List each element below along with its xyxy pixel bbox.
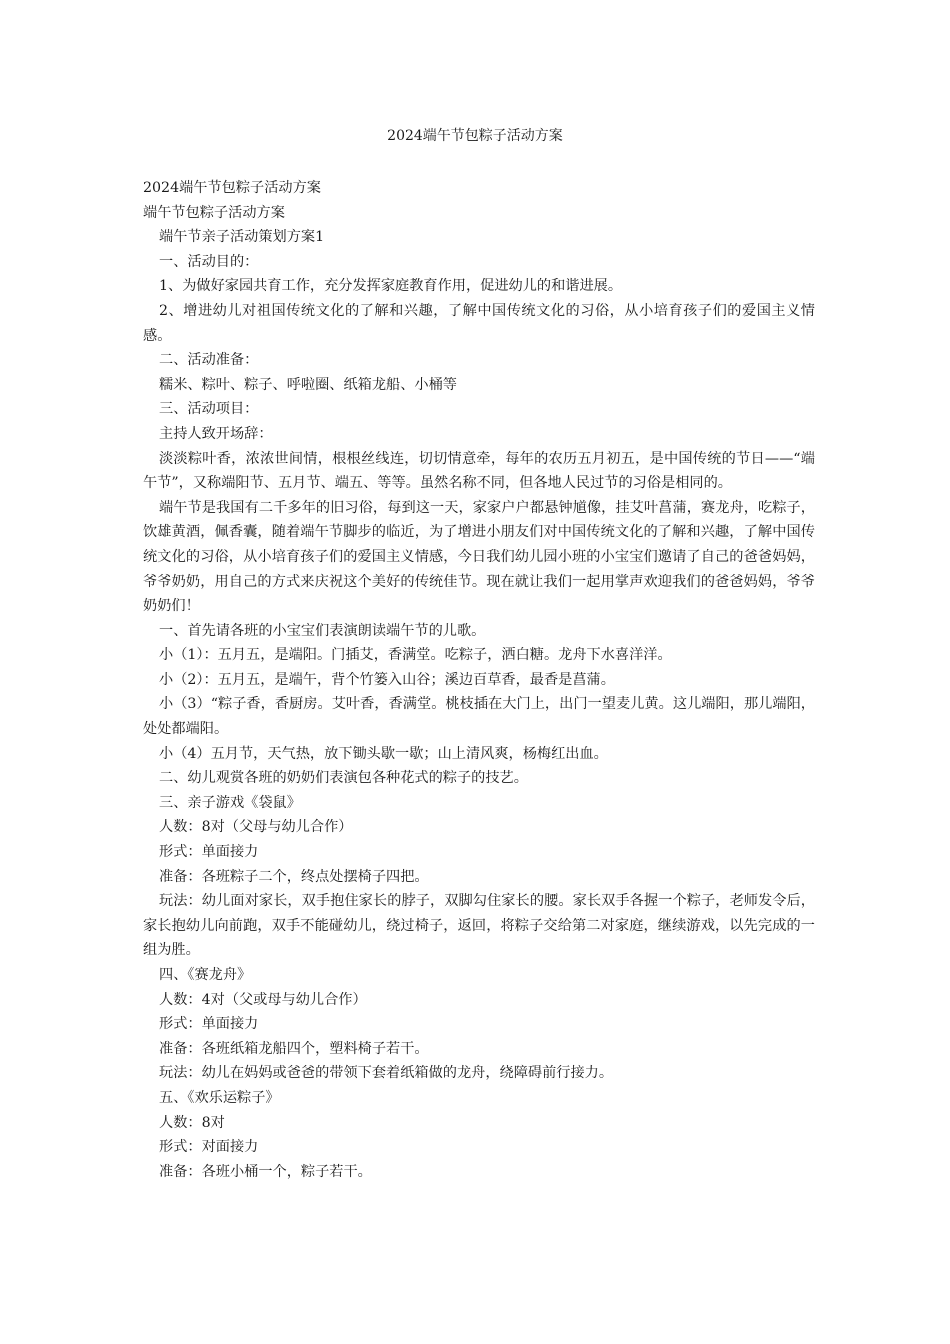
document-title: 2024端午节包粽子活动方案 (387, 128, 563, 144)
paragraph: 小（4）五月节，天气热，放下锄头歇一歇；山上清风爽，杨梅红出血。 (159, 745, 608, 762)
paragraph: 端午节包粽子活动方案 (143, 204, 285, 221)
paragraph: 端午节亲子活动策划方案1 (159, 229, 325, 246)
paragraph: 一、首先请各班的小宝宝们表演朗读端午节的儿歌。 (159, 622, 486, 639)
paragraph: 人数：8对（父母与幼儿合作） (159, 819, 353, 836)
paragraph: 二、幼儿观赏各班的奶奶们表演包各种花式的粽子的技艺。 (159, 770, 528, 787)
paragraph: 二、活动准备： (159, 352, 259, 369)
paragraph: 人数：8对 (159, 1114, 225, 1131)
paragraph: 五、《欢乐运粽子》 (159, 1089, 280, 1106)
paragraph: 主持人致开场辞： (159, 425, 273, 442)
paragraph: 玩法：幼儿在妈妈或爸爸的带领下套着纸箱做的龙舟，绕障碍前行接力。 (159, 1065, 614, 1082)
paragraph: 形式：单面接力 (159, 1016, 259, 1033)
paragraph: 2024端午节包粽子活动方案 (143, 180, 321, 196)
paragraph: 端午节是我国有二千多年的旧习俗，每到这一天，家家户户都悬钟馗像，挂艾叶菖蒲，赛龙舟，吃粽子，饮雄黄酒，佩香囊，随着端午节脚步的临近，为了增进小朋友们对中国传统文化的了解和兴趣，了解中国传统文化的习俗，从小培育孩子们的爱国主义情感，今日我们幼儿园小班的小宝宝们邀请了自己的爸爸妈妈，爷爷奶奶，用自己的方式来庆祝这个美好的传统佳节。现在就让我们一起用掌声欢迎我们的爸爸妈妈，爷爷奶奶们！ (143, 499, 815, 615)
paragraph: 小（1）：五月五，是端阳。门插艾，香满堂。吃粽子，洒白糖。龙舟下水喜洋洋。 (159, 647, 672, 664)
paragraph: 三、亲子游戏《袋鼠》 (159, 794, 301, 811)
paragraph: 准备：各班纸箱龙船四个，塑料椅子若干。 (159, 1040, 429, 1057)
paragraph: 玩法：幼儿面对家长，双手抱住家长的脖子，双脚勾住家长的腰。家长双手各握一个粽子，老师发令后，家长抱幼儿向前跑，双手不能碰幼儿，绕过椅子，返回，将粽子交给第二对家庭，继续游戏，以先完成的一组为胜。 (143, 893, 815, 959)
paragraph: 糯米、粽叶、粽子、呼啦圈、纸箱龙船、小桶等 (159, 376, 457, 393)
paragraph: 形式：单面接力 (159, 844, 259, 861)
paragraph: 准备：各班粽子二个，终点处摆椅子四把。 (159, 868, 429, 885)
paragraph: 一、活动目的： (159, 253, 259, 270)
paragraph: 四、《赛龙舟》 (159, 967, 252, 983)
paragraph: 小（3）“粽子香，香厨房。艾叶香，香满堂。桃枝插在大门上，出门一望麦儿黄。这儿端阳，那儿端阳，处处都端阳。 (143, 696, 815, 738)
document-body (143, 176, 815, 1184)
paragraph: 准备：各班小桶一个，粽子若干。 (159, 1163, 372, 1180)
paragraph: 三、活动项目： (159, 401, 259, 418)
paragraph: 形式：对面接力 (159, 1139, 259, 1156)
paragraph: 淡淡粽叶香，浓浓世间情，根根丝线连，切切情意牵，每年的农历五月初五，是中国传统的节日——“端午节”，又称端阳节、五月节、端五、等等。虽然名称不同，但各地人民过节的习俗是相同的。 (143, 450, 815, 492)
paragraph: 2、增进幼儿对祖国传统文化的了解和兴趣，了解中国传统文化的习俗，从小培育孩子们的爱国主义情感。 (143, 302, 815, 344)
paragraph: 小（2）：五月五，是端午，背个竹篓入山谷；溪边百草香，最香是菖蒲。 (159, 671, 615, 688)
paragraph: 1、为做好家园共育工作，充分发挥家庭教育作用，促进幼儿的和谐进展。 (159, 278, 623, 295)
paragraph: 人数：4对（父或母与幼儿合作） (159, 991, 367, 1008)
